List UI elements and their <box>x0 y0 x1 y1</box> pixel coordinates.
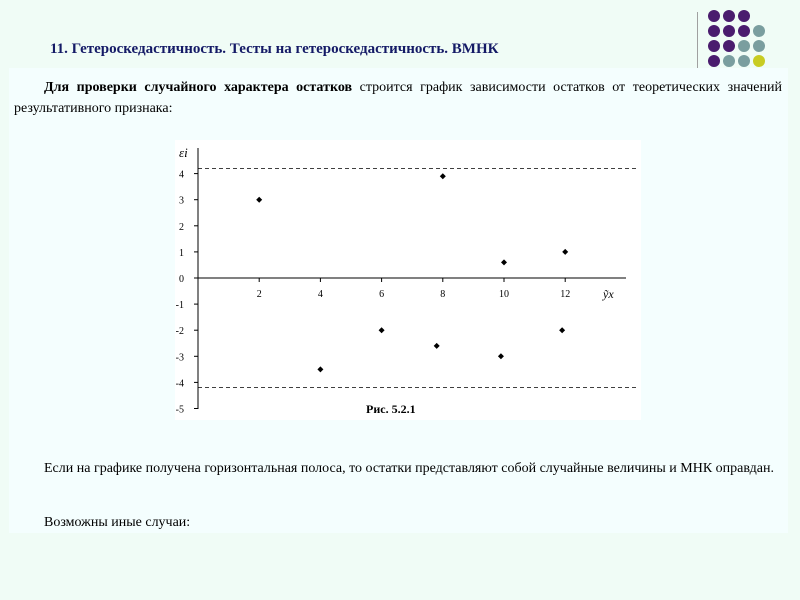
decorative-dot <box>723 55 735 67</box>
y-tick-label: 1 <box>179 247 184 259</box>
other-cases-paragraph: Возможны иные случаи: <box>44 515 191 530</box>
figure-caption: Рис. 5.2.1 <box>366 402 416 416</box>
decorative-dot <box>738 25 750 37</box>
decorative-dot <box>708 40 720 52</box>
x-tick-label: 6 <box>379 289 385 300</box>
x-tick-label: 10 <box>499 289 509 300</box>
data-point <box>562 249 568 255</box>
decorative-dot <box>738 40 750 52</box>
y-tick-label: 0 <box>179 274 184 285</box>
y-axis-label: εi <box>179 145 188 160</box>
x-axis-label: ỹx <box>603 287 614 301</box>
x-tick-label: 12 <box>560 289 571 300</box>
decorative-dot <box>723 40 735 52</box>
intro-bold-text: Для проверки случайного характера остатков <box>44 80 353 95</box>
residual-scatter-plot <box>175 140 641 420</box>
decorative-dot <box>708 25 720 37</box>
data-point <box>559 327 565 333</box>
data-point <box>379 327 385 333</box>
residual-chart <box>175 140 641 420</box>
y-tick-label: -3 <box>175 352 184 364</box>
y-tick-label: 4 <box>179 169 184 181</box>
x-tick-label: 2 <box>256 289 262 300</box>
y-tick-label: 2 <box>179 221 184 233</box>
decorative-dot <box>753 40 765 52</box>
decorative-dot <box>753 55 765 67</box>
decorative-dot <box>708 10 720 22</box>
decorative-dot <box>708 55 720 67</box>
y-tick-label: -5 <box>175 404 184 416</box>
decorative-dot <box>723 10 735 22</box>
y-tick-label: 3 <box>179 195 184 207</box>
decorative-dot <box>738 10 750 22</box>
y-tick-label: -1 <box>175 300 184 312</box>
data-point <box>501 259 507 265</box>
data-point <box>440 173 446 179</box>
intro-paragraph <box>14 77 782 119</box>
data-point <box>256 197 262 203</box>
decorative-dot <box>723 25 735 37</box>
slide-title: 11. Гетероскедастичность. Тесты на гетероскедастичность. ВМНК <box>50 41 499 57</box>
decorative-dot <box>738 55 750 67</box>
decorative-dot <box>753 25 765 37</box>
x-tick-label: 8 <box>440 289 446 300</box>
header-divider <box>697 12 698 74</box>
data-point <box>434 343 440 349</box>
x-tick-label: 4 <box>317 289 323 300</box>
intro-text: строится график зависимости остатков от теоретических значений результативного признака: <box>14 80 782 116</box>
data-point <box>498 353 504 359</box>
y-tick-label: -2 <box>175 326 184 338</box>
data-point <box>317 366 323 372</box>
y-tick-label: -4 <box>175 378 184 390</box>
conclusion-paragraph: Если на графике получена горизонтальная полоса, то остатки представляют собой случайные величины и МНК оправдан. <box>44 461 774 476</box>
